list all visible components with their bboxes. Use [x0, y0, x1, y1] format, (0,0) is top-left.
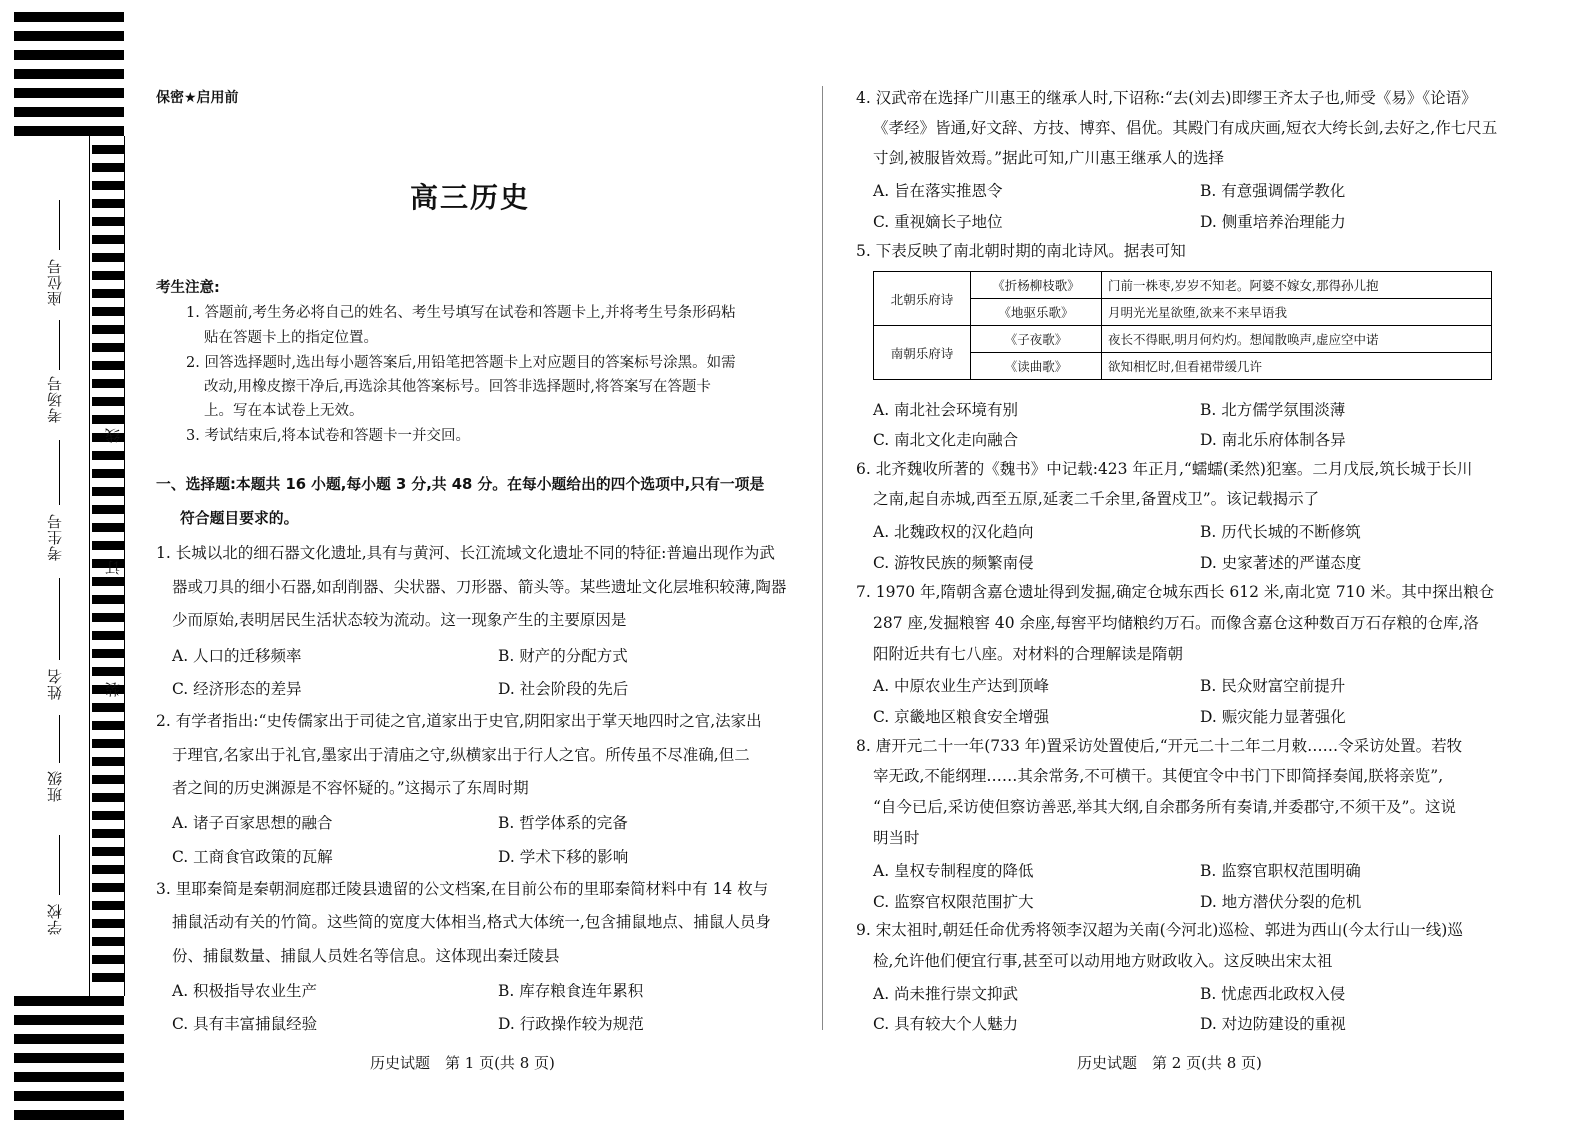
notice-line: 贴在答题卡上的指定位置。	[204, 330, 378, 346]
table-poem-title: 《子夜歌》	[971, 326, 1102, 353]
field-label-seat: 座位号	[46, 258, 64, 306]
question-1-option-a[interactable]: A. 人口的迁移频率	[172, 647, 302, 665]
page-footer: 历史试题 第 2 页(共 8 页)	[1077, 1054, 1262, 1072]
question-2-option-b[interactable]: B. 哲学体系的完备	[498, 814, 628, 832]
barcode-bar	[92, 451, 124, 460]
barcode-bar	[92, 775, 124, 784]
poetry-table	[873, 271, 1492, 380]
barcode-bar	[92, 289, 124, 298]
question-5-option-d[interactable]: D. 南北乐府体制各异	[1200, 431, 1346, 449]
notice-line: 2. 回答选择题时,选出每小题答案后,用铅笔把答题卡上对应题目的答案标号涂黑。如需	[186, 355, 736, 371]
barcode-bar	[92, 379, 124, 388]
question-9-option-b[interactable]: B. 忧虑西北政权入侵	[1200, 985, 1346, 1003]
question-4-option-b[interactable]: B. 有意强调儒学教化	[1200, 182, 1346, 200]
barcode-bar	[14, 1053, 124, 1063]
question-2-option-c[interactable]: C. 工商食官政策的瓦解	[172, 848, 333, 866]
barcode-bar	[92, 361, 124, 370]
question-2-option-a[interactable]: A. 诸子百家思想的融合	[172, 814, 333, 832]
fill-line[interactable]	[59, 440, 60, 505]
barcode-bar	[92, 649, 124, 658]
fill-line[interactable]	[59, 715, 60, 763]
notice-title: 考生注意:	[156, 280, 220, 296]
question-6-option-c[interactable]: C. 游牧民族的频繁南侵	[873, 554, 1034, 572]
barcode-bar	[92, 163, 124, 172]
question-6-option-a[interactable]: A. 北魏政权的汉化趋向	[873, 523, 1034, 541]
barcode-bar	[14, 1091, 124, 1101]
question-4-option-a[interactable]: A. 旨在落实推恩令	[873, 182, 1003, 200]
barcode-bar	[92, 937, 124, 946]
barcode-bar	[92, 307, 124, 316]
barcode-bar	[14, 126, 124, 136]
question-4-option-c[interactable]: C. 重视嫡长子地位	[873, 213, 1003, 231]
barcode-bar	[92, 577, 124, 586]
notice-line: 3. 考试结束后,将本试卷和答题卡一并交回。	[186, 428, 471, 444]
barcode-bar	[92, 145, 124, 154]
barcode-bar	[92, 883, 124, 892]
question-1-option-d[interactable]: D. 社会阶段的先后	[498, 680, 629, 698]
barcode-bar	[92, 397, 124, 406]
question-3-option-c[interactable]: C. 具有丰富捕鼠经验	[172, 1015, 318, 1033]
question-5-option-a[interactable]: A. 南北社会环境有别	[873, 401, 1019, 419]
frame-line	[124, 136, 125, 996]
table-group-north: 北朝乐府诗	[874, 272, 971, 326]
question-4-option-d[interactable]: D. 侧重培养治理能力	[1200, 213, 1346, 231]
question-2-line: 2. 有学者指出:“史传儒家出于司徒之官,道家出于史官,阴阳家出于掌天地四时之官,法家出	[156, 712, 762, 730]
barcode-bar	[92, 325, 124, 334]
barcode-bar	[92, 901, 124, 910]
barcode-bar	[92, 811, 124, 820]
barcode-bar	[92, 757, 124, 766]
barcode-bar	[92, 271, 124, 280]
question-3-line: 捕鼠活动有关的竹简。这些简的宽度大体相当,格式大体统一,包含捕鼠地点、捕鼠人员身	[172, 913, 771, 931]
field-label-school: 学校	[46, 903, 64, 935]
question-2-option-d[interactable]: D. 学术下移的影响	[498, 848, 629, 866]
question-9-option-a[interactable]: A. 尚未推行崇文抑武	[873, 985, 1019, 1003]
question-9-option-c[interactable]: C. 具有较大个人魅力	[873, 1015, 1019, 1033]
barcode-bar	[14, 69, 124, 79]
question-1-line: 器或刀具的细小石器,如刮削器、尖状器、刀形器、箭头等。某些遗址文化层堆积较薄,陶器	[172, 578, 787, 596]
barcode-bar	[14, 1110, 124, 1120]
barcode-bar	[14, 996, 124, 1006]
barcode-bar	[92, 631, 124, 640]
barcode-bar	[92, 865, 124, 874]
barcode-bar	[14, 1015, 124, 1025]
barcode-bar	[92, 217, 124, 226]
question-7-option-d[interactable]: D. 赈灾能力显著强化	[1200, 708, 1346, 726]
binding-mark-line: 线	[104, 428, 122, 443]
table-row	[874, 326, 1492, 353]
section-heading: 一、选择题:本题共 16 小题,每小题 3 分,共 48 分。在每小题给出的四个选项中,只有一项是	[156, 476, 765, 493]
barcode-bar	[14, 107, 124, 117]
question-3-line: 份、捕鼠数量、捕鼠人员姓名等信息。这体现出秦迁陵县	[172, 947, 560, 965]
barcode-bar	[92, 541, 124, 550]
question-8-line: 8. 唐开元二十一年(733 年)置采访处置使后,“开元二十二年二月敕……令采访处置。若牧	[856, 737, 1463, 755]
question-6-option-d[interactable]: D. 史家著述的严谨态度	[1200, 554, 1362, 572]
field-label-student-id: 考生号	[46, 513, 64, 561]
question-3-option-a[interactable]: A. 积极指导农业生产	[172, 982, 318, 1000]
question-2-line: 于理官,名家出于礼官,墨家出于清庙之守,纵横家出于行人之官。所传虽不尽准确,但二	[172, 746, 750, 764]
field-label-class: 班级	[46, 770, 64, 802]
table-poem-title: 《读曲歌》	[971, 353, 1102, 380]
barcode-bar	[14, 50, 124, 60]
barcode-bar	[14, 88, 124, 98]
fill-line[interactable]	[59, 578, 60, 660]
question-8-line: 明当时	[873, 829, 920, 847]
question-6-option-b[interactable]: B. 历代长城的不断修筑	[1200, 523, 1361, 541]
question-7-line: 287 座,发掘粮窖 40 余座,每窖平均储粮约万石。而像含嘉仓这种数百万石存粮的仓库,洛	[873, 614, 1479, 632]
barcode-bar	[92, 703, 124, 712]
barcode-bar	[92, 469, 124, 478]
question-3-line: 3. 里耶秦简是秦朝洞庭郡迁陵县遗留的公文档案,在目前公布的里耶秦简材料中有 14 枚与	[156, 880, 769, 898]
table-poem-text: 门前一株枣,岁岁不知老。阿婆不嫁女,那得孙儿抱	[1102, 272, 1492, 299]
secret-mark: 保密★启用前	[156, 90, 239, 106]
question-7-line: 7. 1970 年,隋朝含嘉仓遗址得到发掘,确定仓城东西长 612 米,南北宽 710 米。其中探出粮仓	[856, 583, 1495, 601]
question-1-option-b[interactable]: B. 财产的分配方式	[498, 647, 628, 665]
question-1-line: 少而原始,表明居民生活状态较为流动。这一现象产生的主要原因是	[172, 611, 627, 629]
question-6-line: 6. 北齐魏收所著的《魏书》中记载:423 年正月,“蠕蠕(柔然)犯塞。二月戊辰,筑长城于长川	[856, 460, 1473, 478]
question-2-line: 者之间的历史渊源是不容怀疑的。”这揭示了东周时期	[172, 779, 529, 797]
barcode-bar	[92, 829, 124, 838]
fill-line[interactable]	[59, 200, 60, 250]
question-8-option-a[interactable]: A. 皇权专制程度的降低	[873, 862, 1034, 880]
question-9-line: 9. 宋太祖时,朝廷任命优秀将领李汉超为关南(今河北)巡检、郭进为西山(今太行山一线)巡	[856, 921, 1463, 939]
table-row	[874, 272, 1492, 299]
barcode-bar	[92, 721, 124, 730]
question-9-line: 检,允许他们便宜行事,甚至可以动用地方财政收入。这反映出宋太祖	[873, 952, 1333, 970]
barcode-bar	[92, 505, 124, 514]
fill-line[interactable]	[59, 320, 60, 370]
barcode-bar	[14, 1072, 124, 1082]
question-5-option-c[interactable]: C. 南北文化走向融合	[873, 431, 1019, 449]
barcode-bar	[14, 1034, 124, 1044]
question-7-option-b[interactable]: B. 民众财富空前提升	[1200, 677, 1346, 695]
binding-mark-staple: 订	[104, 560, 122, 575]
table-poem-text: 月明光光星欲堕,欲来不来早语我	[1102, 299, 1492, 326]
page-title: 高三历史	[410, 181, 531, 214]
binding-strip	[0, 0, 135, 1138]
section-heading: 符合题目要求的。	[180, 510, 299, 527]
barcode-bar	[92, 955, 124, 964]
question-4-line: 《孝经》皆通,好文辞、方技、博弈、倡优。其殿门有成庆画,短衣大绔长剑,去好之,作七尺五	[873, 119, 1498, 137]
barcode-bar	[92, 739, 124, 748]
question-1-option-c[interactable]: C. 经济形态的差异	[172, 680, 302, 698]
question-1-line: 1. 长城以北的细石器文化遗址,具有与黄河、长江流域文化遗址不同的特征:普遍出现作为武	[156, 544, 775, 562]
barcode-bar	[92, 667, 124, 676]
barcode-bar	[92, 235, 124, 244]
binding-mark-bind: 装	[104, 682, 122, 697]
question-4-line: 寸剑,被服皆效焉。”据此可知,广川惠王继承人的选择	[873, 149, 1225, 167]
question-5-option-b[interactable]: B. 北方儒学氛围淡薄	[1200, 401, 1346, 419]
question-7-option-a[interactable]: A. 中原农业生产达到顶峰	[873, 677, 1050, 695]
question-3-option-d[interactable]: D. 行政操作较为规范	[498, 1015, 644, 1033]
question-7-option-c[interactable]: C. 京畿地区粮食安全增强	[873, 708, 1050, 726]
question-8-option-c[interactable]: C. 监察官权限范围扩大	[873, 893, 1034, 911]
question-3-option-b[interactable]: B. 库存粮食连年累积	[498, 982, 644, 1000]
question-9-option-d[interactable]: D. 对边防建设的重视	[1200, 1015, 1346, 1033]
notice-line: 上。写在本试卷上无效。	[204, 403, 364, 419]
column-divider	[822, 86, 823, 1030]
table-poem-text: 欲知相忆时,但看裙带缓几许	[1102, 353, 1492, 380]
barcode-bar	[92, 847, 124, 856]
field-label-room: 考场号	[46, 375, 64, 423]
table-poem-title: 《折杨柳枝歌》	[971, 272, 1102, 299]
field-label-name: 姓名	[46, 668, 64, 700]
barcode-bar	[92, 415, 124, 424]
notice-line: 1. 答题前,考生务必将自己的姓名、考生号填写在试卷和答题卡上,并将考生号条形码粘	[186, 305, 736, 321]
barcode-bar	[92, 253, 124, 262]
table-poem-text: 夜长不得眠,明月何灼灼。想闻散唤声,虚应空中诺	[1102, 326, 1492, 353]
frame-line	[89, 136, 90, 996]
barcode-bar	[92, 523, 124, 532]
barcode-bar	[92, 343, 124, 352]
barcode-bar	[92, 181, 124, 190]
page-footer: 历史试题 第 1 页(共 8 页)	[370, 1054, 555, 1072]
table-poem-title: 《地驱乐歌》	[971, 299, 1102, 326]
question-4-line: 4. 汉武帝在选择广川惠王的继承人时,下诏称:“去(刘去)即缪王齐太子也,师受《易》《论语》	[856, 89, 1477, 107]
question-5-line: 5. 下表反映了南北朝时期的南北诗风。据表可知	[856, 242, 1186, 260]
question-8-line: “自今已后,采访使但察访善恶,举其大纲,自余郡务所有奏请,并委郡守,不须干及”。这说	[873, 798, 1456, 816]
barcode-bar	[92, 793, 124, 802]
barcode-bar	[14, 12, 124, 22]
barcode-bar	[14, 31, 124, 41]
question-8-line: 宰无政,不能纲理……其余常务,不可横干。其便宜令中书门下即简择奏闻,朕将亲览”,	[873, 767, 1444, 785]
notice-line: 改动,用橡皮擦干净后,再选涂其他答案标号。回答非选择题时,将答案写在答题卡	[204, 379, 711, 395]
question-6-line: 之南,起自赤城,西至五原,延袤二千余里,备置戍卫”。该记载揭示了	[873, 490, 1320, 508]
barcode-bar	[92, 487, 124, 496]
barcode-bar	[92, 613, 124, 622]
question-8-option-b[interactable]: B. 监察官职权范围明确	[1200, 862, 1361, 880]
barcode-bar	[92, 595, 124, 604]
question-7-line: 阳附近共有七八座。对材料的合理解读是隋朝	[873, 645, 1184, 663]
fill-line[interactable]	[59, 835, 60, 895]
barcode-bar	[92, 919, 124, 928]
table-group-south: 南朝乐府诗	[874, 326, 971, 380]
barcode-bar	[92, 973, 124, 982]
barcode-bar	[92, 199, 124, 208]
question-8-option-d[interactable]: D. 地方潜伏分裂的危机	[1200, 893, 1362, 911]
